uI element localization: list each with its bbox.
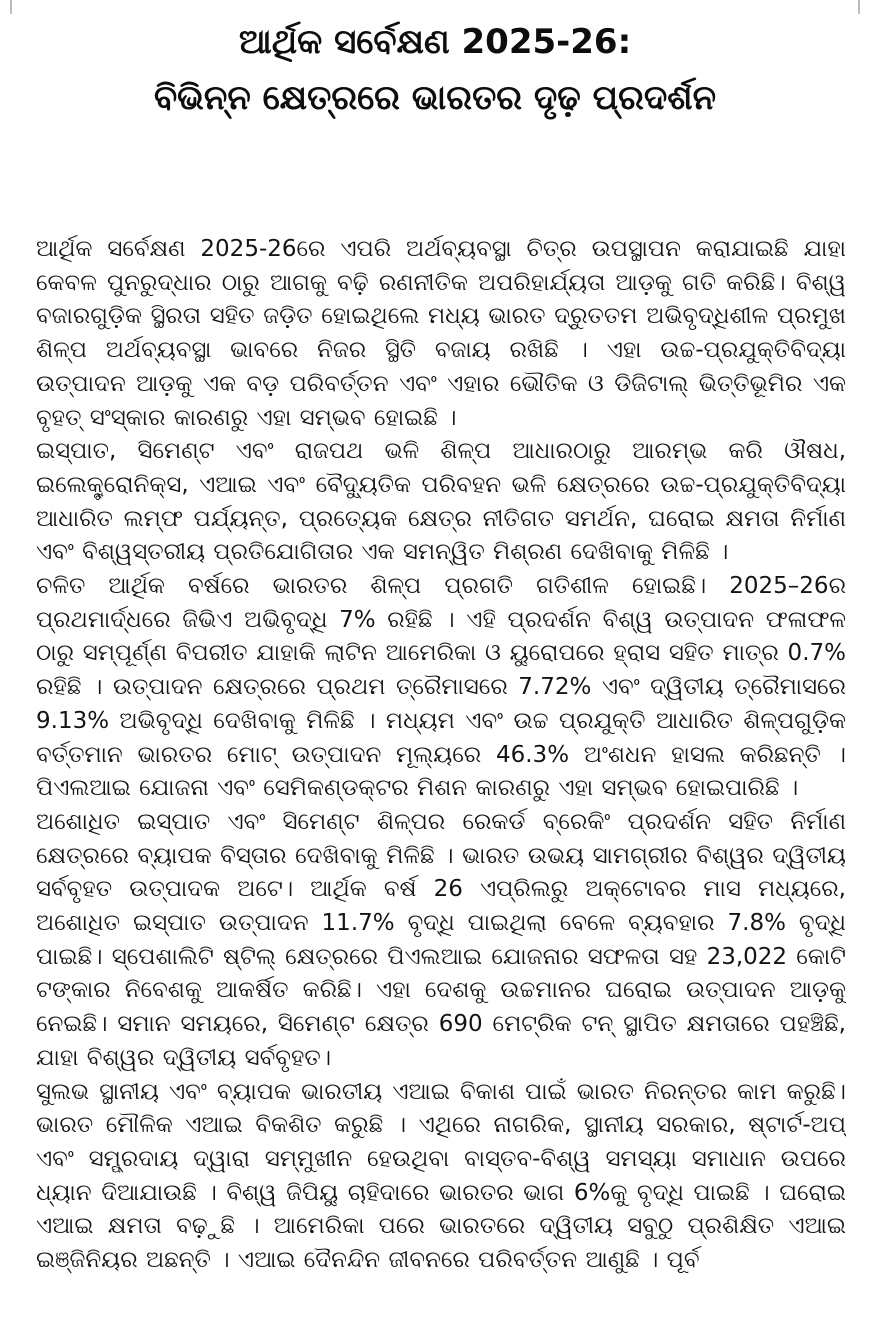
paragraph-4: ଅଶୋଧିତ ଇସ୍ପାତ ଏବଂ ସିମେଣ୍ଟ ଶିଳ୍ପର ରେକର୍ଡ ବ୍ରେକିଂ ପ୍ରଦର୍ଶନ ସହିତ ନିର୍ମାଣ କ୍ଷେତ୍ରରେ ବ୍ୟାପକ ବିସ୍ତାର ଦେଖିବାକୁ ମିଳିଛି । ଭାରତ ଉଭୟ ସାମଗ୍ରୀର ବିଶ୍ୱର ଦ୍ୱିତୀୟ ସର୍ବବୃହତ ଉତ୍ପାଦକ ଅଟେ। ଆର୍ଥିକ ବର୍ଷ 26 ଏପ୍ରିଲରୁ ଅକ୍ଟୋବର ମାସ ମଧ୍ୟରେ, ଅଶୋଧିତ ଇସ୍ପାତ ଉତ୍ପାଦନ 11.7% ବୃଦ୍ଧି ପାଇଥିଲା ବେଳେ ବ୍ୟବହାର 7.8% ବୃଦ୍ଧି ପାଇଛି। ସ୍ପେଶାଲିଟି ଷ୍ଟିଲ୍ କ୍ଷେତ୍ରରେ ପିଏଲଆଇ ଯୋଜନାର ସଫଳତା ସହ 23,022 କୋଟି ଟଙ୍କାର ନିବେଶକୁ ଆକର୍ଷିତ କରିଛି। ଏହା ଦେଶକୁ ଉଚ୍ଚମାନର ଘରୋଇ ଉତ୍ପାଦନ ଆଡ଼କୁ ନେଇଛି। ସମାନ ସମୟରେ, ସିମେଣ୍ଟ କ୍ଷେତ୍ର 690 ମେଟ୍ରିକ ଟନ୍ ସ୍ଥାପିତ କ୍ଷମତାରେ ପହଞ୍ଚିଛି, ଯାହା ବିଶ୍ୱର ଦ୍ୱିତୀୟ ସର୍ବବୃହତ। [36, 808, 846, 1071]
paragraph-5: ସୁଲଭ ସ୍ଥାନୀୟ ଏବଂ ବ୍ୟାପକ ଭାରତୀୟ ଏଆଇ ବିକାଶ ପାଇଁ ଭାରତ ନିରନ୍ତର କାମ କରୁଛି। ଭାରତ ମୌଳିକ ଏଆଇ ବିକଶିତ କରୁଛି । ଏଥିରେ ନାଗରିକ, ସ୍ଥାନୀୟ ସରକାର, ଷ୍ଟାର୍ଟ-ଅପ୍ ଏବଂ ସମ୍ପ୍ରଦାୟ ଦ୍ୱାରା ସମ୍ମୁଖୀନ ହେଉଥିବା ବାସ୍ତବ-ବିଶ୍ୱ ସମସ୍ୟା ସମାଧାନ ଉପରେ ଧ୍ୟାନ ଦିଆଯାଉଛି । ବିଶ୍ୱ ଜିପିୟୁ ଚାହିଦାରେ ଭାରତର ଭାଗ 6%କୁ ବୃଦ୍ଧି ପାଇଛି । ଘରୋଇ ଏଆଇ କ୍ଷମତା ବଢ଼ୁଛି । ଆମେରିକା ପରେ ଭାରତରେ ଦ୍ୱିତୀୟ ସବୁଠୁ ପ୍ରଶିକ୍ଷିତ ଏଆଇ ଇଞ୍ଜିନିୟର ଅଛନ୍ତି । ଏଆଇ ଦୈନନ୍ଦିନ ଜୀବନରେ ପରିବର୍ତ୍ତନ ଆଣୁଛି । ପୂର୍ବ [36, 1078, 846, 1274]
article-title-line-1: ଆର୍ଥିକ ସର୍ବେକ୍ଷଣ 2025-26: [238, 22, 632, 62]
paragraph-2: ଇସ୍ପାତ, ସିମେଣ୍ଟ ଏବଂ ରାଜପଥ ଭଳି ଶିଳ୍ପ ଆଧାରଠାରୁ ଆରମ୍ଭ କରି ଔଷଧ, ଇଲେକ୍ଟ୍ରୋନିକ୍ସ, ଏଆଇ ଏବଂ ବୈଦ୍ୟୁତିକ ପରିବହନ ଭଳି କ୍ଷେତ୍ରରେ ଉଚ୍ଚ-ପ୍ରଯୁକ୍ତିବିଦ୍ୟା ଆଧାରିତ ଲମ୍ଫ ପର୍ଯ୍ୟନ୍ତ, ପ୍ରତ୍ୟେକ କ୍ଷେତ୍ର ନୀତିଗତ ସମର୍ଥନ, ଘରୋଇ କ୍ଷମତା ନିର୍ମାଣ ଏବଂ ବିଶ୍ୱସ୍ତରୀୟ ପ୍ରତିଯୋଗିତାର ଏକ ସମନ୍ୱିତ ମିଶ୍ରଣ ଦେଖିବାକୁ ମିଳିଛି । [36, 438, 846, 566]
article-body [36, 233, 846, 1333]
crop-mark-right [838, 0, 860, 14]
paragraph-3: ଚଳିତ ଆର୍ଥିକ ବର୍ଷରେ ଭାରତର ଶିଳ୍ପ ପ୍ରଗତି ଗତିଶୀଳ ହୋଇଛି। 2025–26ର ପ୍ରଥମାର୍ଦ୍ଧରେ ଜିଭିଏ ଅଭିବୃଦ୍ଧି 7% ରହିଛି । ଏହି ପ୍ରଦର୍ଶନ ବିଶ୍ୱ ଉତ୍ପାଦନ ଫଳାଫଳ ଠାରୁ ସମ୍ପୂର୍ଣ୍ଣ ବିପରୀତ ଯାହାକି ଲାଟିନ ଆମେରିକା ଓ ୟୁରୋପରେ ହ୍ରାସ ସହିତ ମାତ୍ର 0.7% ରହିଛି । ଉତ୍ପାଦନ କ୍ଷେତ୍ରରେ ପ୍ରଥମ ତ୍ରୈମାସରେ 7.72% ଏବଂ ଦ୍ୱିତୀୟ ତ୍ରୈମାସରେ 9.13% ଅଭିବୃଦ୍ଧି ଦେଖିବାକୁ ମିଳିଛି । ମଧ୍ୟମ ଏବଂ ଉଚ୍ଚ ପ୍ରଯୁକ୍ତି ଆଧାରିତ ଶିଳ୍ପଗୁଡ଼ିକ ବର୍ତ୍ତମାନ ଭାରତର ମୋଟ୍ ଉତ୍ପାଦନ ମୂଲ୍ୟରେ 46.3% ଅଂଶଧନ ହାସଲ କରିଛନ୍ତି । ପିଏଲଆଇ ଯୋଜନା ଏବଂ ସେମିକଣ୍ଡକ୍ଟର ମିଶନ କାରଣରୁ ଏହା ସମ୍ଭବ ହୋଇପାରିଛି । [36, 573, 846, 802]
article-title-line-2: ବିଭିନ୍ନ କ୍ଷେତ୍ରରେ ଭାରତର ଦୃଢ଼ ପ୍ରଦର୍ଶନ [153, 78, 716, 118]
paragraph-1: ଆର୍ଥିକ ସର୍ବେକ୍ଷଣ 2025-26ରେ ଏପରି ଅର୍ଥବ୍ୟବସ୍ଥା ଚିତ୍ର ଉପସ୍ଥାପନ କରାଯାଇଛି ଯାହା କେବଳ ପୁନରୁଦ୍ଧାର ଠାରୁ ଆଗକୁ ବଢ଼ି ରଣନୀତିକ ଅପରିହାର୍ଯ୍ୟତା ଆଡ଼କୁ ଗତି କରିଛି। ବିଶ୍ୱ ବଜାରଗୁଡ଼ିକ ସ୍ଥିରତା ସହିତ ଜଡ଼ିତ ହୋଇଥିଲେ ମଧ୍ୟ ଭାରତ ଦ୍ରୁତତମ ଅଭିବୃଦ୍ଧିଶୀଳ ପ୍ରମୁଖ ଶିଳ୍ପ ଅର୍ଥବ୍ୟବସ୍ଥା ଭାବରେ ନିଜର ସ୍ଥିତି ବଜାୟ ରଖିଛି । ଏହା ଉଚ୍ଚ-ପ୍ରଯୁକ୍ତିବିଦ୍ୟା ଉତ୍ପାଦନ ଆଡ଼କୁ ଏକ ବଡ଼ ପରିବର୍ତ୍ତନ ଏବଂ ଏହାର ଭୌତିକ ଓ ଡିଜିଟାଲ୍ ଭିତ୍ତିଭୂମିର ଏକ ବୃହତ୍ ସଂସ୍କାର କାରଣରୁ ଏହା ସମ୍ଭବ ହୋଇଛି । [36, 236, 846, 431]
crop-mark-left [10, 0, 32, 14]
article-header [0, 14, 870, 126]
